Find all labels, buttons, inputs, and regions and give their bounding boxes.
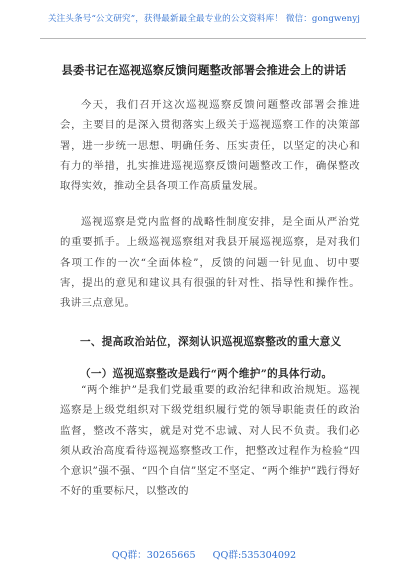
footer-qq-group-1: QQ群：30265665	[111, 550, 196, 561]
paragraph-intro: 今天，我们召开这次巡视巡察反馈问题整改部署会推进会，主要目的是深入贯彻落实上级关于巡视巡察工作的决策部署，进一步统一思想、明确任务、压实责任，以坚定的决心和有力的举措，扎实推进巡视巡察反馈问题整改工作，确保整改取得实效，推动全县各项工作高质量发展。	[60, 99, 360, 193]
footer-contact	[0, 547, 408, 561]
section-heading: 一、提高政治站位，深刻认识巡视巡察整改的重大意义	[80, 336, 342, 348]
paragraph-background: 巡视巡察是党内监督的战略性制度安排，是全面从严治党的重要抓手。上级巡视巡察组对我县开展巡视巡察，是对我们各项工作的一次“全面体检”，反馈的问题一针见血、切中要害，提出的意见和建议具有很强的针对性、指导性和操作性。我讲三点意见。	[60, 216, 360, 310]
header-notice: 关注头条号“公文研究”，获得最新最全最专业的公文资料库！ 微信：gongwenyj	[47, 14, 361, 24]
subsection-heading: （一）巡视巡察整改是践行“两个维护”的具体行动。	[80, 368, 333, 380]
subsection-paragraph: “两个维护”是我们党最重要的政治纪律和政治规矩。巡视巡察是上级党组织对下级党组织履行党的领导职能责任的政治监督，整改不落实，就是对党不忠诚、对人民不负责。我们必须从政治高度看待巡视巡察整改工作，把整改过程作为检验“四个意识”强不强、“四个自信”坚定不坚定、“两个维护”践行得好不好的重要标尺，以整改的	[60, 384, 360, 498]
document-title: 县委书记在巡视巡察反馈问题整改部署会推进会上的讲话	[61, 63, 347, 77]
footer-qq-group-2: QQ群:535304092	[212, 550, 297, 561]
header-divider	[40, 38, 366, 39]
